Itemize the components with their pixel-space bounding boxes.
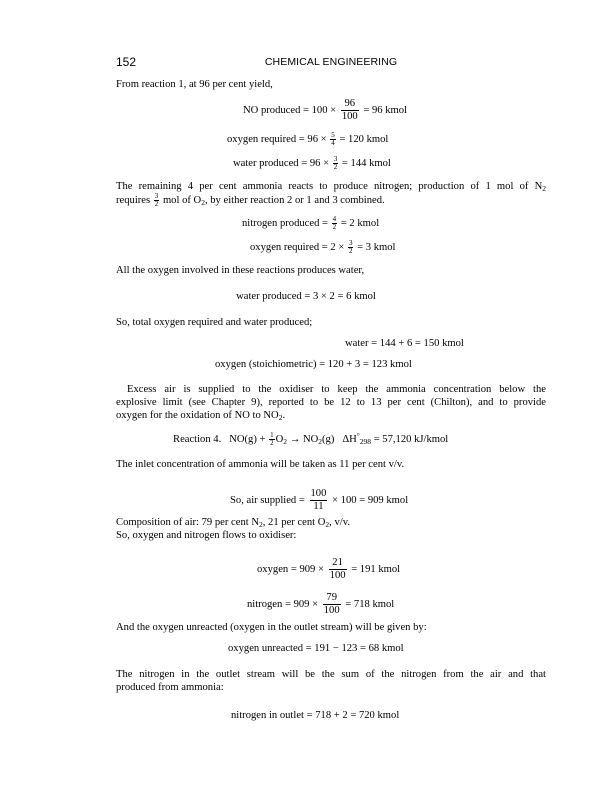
equation-oxygen-unreacted: oxygen unreacted = 191 − 123 = 68 kmol [228,643,404,654]
equation-oxygen-required: oxygen required = 96 × $\frac{5}{4}$ = 120 kmol [227,131,389,147]
equation-water-total: water = 144 + 6 = 150 kmol [345,338,464,349]
running-head: CHEMICAL ENGINEERING [264,56,398,68]
text-line: The remaining 4 per cent ammonia reacts to produce nitrogen; production of 1 mol of $N_2$ [116,181,546,193]
page-header [116,55,546,69]
page-number: 152 [116,55,137,69]
text-line: So, oxygen and nitrogen flows to oxidiser: [116,530,297,541]
equation-nitrogen-produced: nitrogen produced = $\frac{4}{2}$ = 2 kmol [242,215,380,231]
equation-no-produced: NO produced = 100 × $\frac{96}{100}$ = 96 kmol [243,98,408,122]
text-line: Composition of air: 79 per cent $N_2$, 21 per cent $O_2$, v/v. [116,517,350,529]
text-line: The nitrogen in the outlet stream will be the sum of the nitrogen from the air and that [116,669,546,680]
equation-water-produced: water produced = 96 × $\frac{3}{2}$ = 144 kmol [233,155,391,171]
text-line: Excess air is supplied to the oxidiser to keep the ammonia concentration below the [127,384,546,395]
text-line: The inlet concentration of ammonia will be taken as 11 per cent v/v. [116,459,405,470]
text-line: explosive limit (see Chapter 9), reported to be 12 to 13 per cent (Chilton), and to provide [116,397,546,408]
equation-water-produced-2: water produced = 3 × 2 = 6 kmol [236,291,376,302]
equation-nitrogen-outlet: nitrogen in outlet = 718 + 2 = 720 kmol [231,710,400,721]
text-line: And the oxygen unreacted (oxygen in the outlet stream) will be given by: [116,622,427,633]
text-line: oxygen for the oxidation of NO to $NO_2$. [116,410,286,422]
equation-nitrogen-flow: nitrogen = 909 × $\frac{79}{100}$ = 718 kmol [247,592,395,616]
equation-oxygen-flow: oxygen = 909 × $\frac{21}{100}$ = 191 kmol [257,557,401,581]
text-line: produced from ammonia: [116,682,224,693]
equation-air-supplied: So, air supplied = $\frac{100}{11}$ × 100 = 909 kmol [230,488,409,512]
equation-reaction-4: Reaction 4. NO(g) + $\frac{1}{2}$ $O_2 \to NO_2(g)$ $\Delta H^\circ_{298} = 57,120$ kJ/kmol [173,430,449,447]
text-line: So, total oxygen required and water produced; [116,317,313,328]
text-line: From reaction 1, at 96 per cent yield, [116,79,273,90]
equation-oxygen-required-2: oxygen required = 2 × $\frac{3}{2}$ = 3 kmol [250,239,396,255]
text-line: All the oxygen involved in these reactions produces water, [116,265,365,276]
equation-oxygen-stoichiometric: oxygen (stoichiometric) = 120 + 3 = 123 kmol [215,359,412,370]
text-line: requires $\frac{3}{2}$ mol of $O_2$, by either reaction 2 or 1 and 3 combined. [116,192,385,208]
